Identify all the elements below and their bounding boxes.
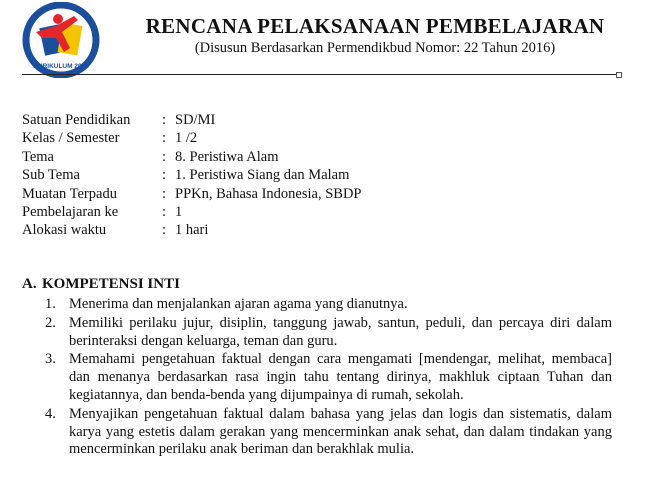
list-item [45, 406, 612, 459]
info-label: Tema [22, 148, 54, 165]
item-number: 1. [45, 296, 56, 312]
info-colon: : [162, 130, 167, 147]
item-number: 3. [45, 351, 56, 368]
info-value: SD/MI [175, 112, 216, 128]
info-label: Muatan Terpadu [22, 185, 117, 202]
list-item [45, 315, 612, 351]
info-label: Pembelajaran ke [22, 204, 119, 221]
info-value: 1 [175, 204, 183, 221]
info-row-pembelajaran [22, 203, 362, 221]
info-row-satuan [22, 111, 362, 129]
item-text: Memiliki perilaku jujur, disiplin, tanggung jawab, santun, peduli, dan percaya diri dalam berinteraksi dengan keluarga, teman dan guru. [69, 314, 612, 349]
info-value: 8. Peristiwa Alam [175, 148, 279, 165]
info-label: Satuan Pendidikan [22, 112, 131, 128]
section-heading [22, 276, 180, 293]
divider-handle[interactable] [616, 72, 622, 78]
document-title: RENCANA PELAKSANAAN PEMBELAJARAN [145, 14, 605, 38]
kurikulum-2013-logo [22, 2, 100, 78]
info-label: Alokasi waktu [22, 222, 107, 239]
document-subtitle: (Disusun Berdasarkan Permendikbud Nomor: 22 Tahun 2016) [194, 40, 556, 56]
info-colon: : [162, 204, 167, 221]
info-value: 1. Peristiwa Siang dan Malam [175, 167, 350, 184]
info-label: Kelas / Semester [22, 130, 120, 147]
kompetensi-list [45, 296, 612, 460]
info-label: Sub Tema [22, 167, 80, 184]
info-value: 1 hari [175, 222, 209, 239]
info-row-subtema [22, 166, 362, 184]
info-colon: : [162, 148, 167, 165]
info-row-kelas [22, 129, 362, 147]
section-letter: A. [22, 276, 37, 292]
item-number: 4. [45, 405, 56, 422]
header-divider [22, 74, 618, 75]
item-text: Menyajikan pengetahuan faktual dalam bahasa yang jelas dan logis dan sistematis, dalam karya yang estetis dalam gerakan yang mencerminkan anak sehat, dan dalam tindakan yang mencerminkan perilaku anak beriman dan berakhlak mulia. [69, 405, 612, 458]
item-number: 2. [45, 314, 56, 331]
info-colon: : [162, 112, 167, 128]
list-item [45, 351, 612, 404]
info-value: PPKn, Bahasa Indonesia, SBDP [175, 185, 362, 202]
info-colon: : [162, 167, 167, 184]
info-row-muatan [22, 185, 362, 203]
info-colon: : [162, 222, 167, 239]
info-row-tema [22, 148, 362, 166]
identity-table [22, 111, 362, 240]
section-title: KOMPETENSI INTI [42, 276, 180, 292]
info-colon: : [162, 185, 167, 202]
item-text: Memahami pengetahuan faktual dengan cara mengamati [mendengar, melihat, membaca] dan menanya berdasarkan rasa ingin tahu tentang dirinya, makhluk ciptaan Tuhan dan kegiatannya, dan benda-benda yang dijumpainya di rumah, sekolah. [69, 351, 612, 403]
info-value: 1 /2 [175, 130, 198, 147]
info-row-alokasi [22, 221, 362, 239]
logo-text: KURIKULUM 2013 [33, 63, 89, 70]
list-item [45, 296, 612, 314]
item-text: Menerima dan menjalankan ajaran agama yang dianutnya. [69, 296, 408, 312]
